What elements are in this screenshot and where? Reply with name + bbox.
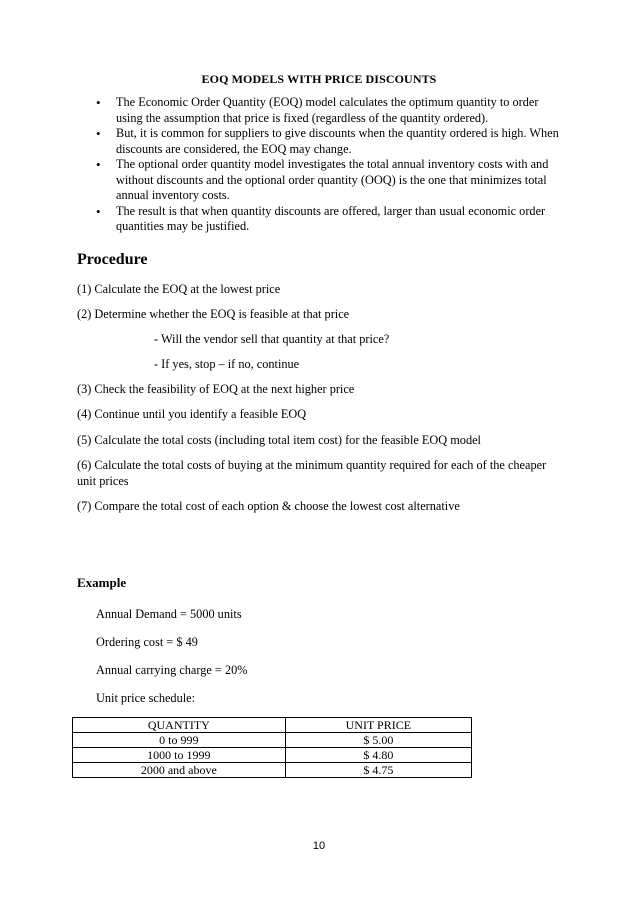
procedure-step: (6) Calculate the total costs of buying at the minimum quantity required for each of the cheaper unit prices (77, 458, 547, 488)
table-cell: 2000 and above (73, 763, 286, 778)
list-item (96, 157, 566, 204)
procedure-step: (1) Calculate the EOQ at the lowest price (77, 282, 281, 296)
column-header: UNIT PRICE (285, 718, 471, 733)
table-row (73, 733, 472, 748)
example-line: Unit price schedule: (96, 691, 196, 705)
bullet-list (96, 95, 566, 235)
price-schedule-table (72, 717, 472, 778)
page-title: EOQ MODELS WITH PRICE DISCOUNTS (201, 72, 437, 86)
procedure-step: (3) Check the feasibility of EOQ at the next higher price (77, 382, 355, 396)
list-item (96, 204, 566, 235)
procedure-substep: - If yes, stop – if no, continue (154, 357, 300, 371)
bullet-icon: • (96, 126, 101, 141)
table-cell: 0 to 999 (73, 733, 286, 748)
example-heading: Example (77, 575, 127, 590)
table-row (73, 748, 472, 763)
procedure-heading: Procedure (77, 251, 148, 268)
list-item (96, 95, 566, 126)
bullet-text: But, it is common for suppliers to give discounts when the quantity ordered is high. When discounts are considered, the EOQ may change. (116, 126, 559, 156)
table-row (73, 763, 472, 778)
bullet-icon: • (96, 157, 101, 172)
example-line: Annual Demand = 5000 units (96, 607, 242, 621)
bullet-icon: • (96, 203, 101, 219)
procedure-step: (2) Determine whether the EOQ is feasible at that price (77, 307, 350, 321)
bullet-text: The optional order quantity model investigates the total annual inventory costs with and without discounts and the optional order quantity (OOQ) is the one that minimizes total annual inventory costs. (116, 157, 549, 202)
bullet-text: The Economic Order Quantity (EOQ) model calculates the optimum quantity to order using the assumption that price is fixed (regardless of the quantity ordered). (116, 95, 539, 125)
column-header: QUANTITY (73, 718, 286, 733)
table-cell: 1000 to 1999 (73, 748, 286, 763)
page-number: 10 (312, 840, 326, 852)
procedure-step: (4) Continue until you identify a feasible EOQ (77, 407, 307, 421)
example-line: Ordering cost = $ 49 (96, 635, 198, 649)
table-header-row (73, 718, 472, 733)
table-cell: $ 4.75 (285, 763, 471, 778)
list-item (96, 126, 566, 157)
table-cell: $ 4.80 (285, 748, 471, 763)
bullet-icon: • (96, 95, 101, 110)
bullet-text: The result is that when quantity discounts are offered, larger than usual economic order quantities may be justified. (116, 203, 546, 233)
table-cell: $ 5.00 (285, 733, 471, 748)
procedure-step: (7) Compare the total cost of each option & choose the lowest cost alternative (77, 499, 460, 513)
procedure-substep: - Will the vendor sell that quantity at that price? (154, 332, 390, 346)
procedure-step: (5) Calculate the total costs (including total item cost) for the feasible EOQ model (77, 433, 481, 447)
example-line: Annual carrying charge = 20% (96, 663, 248, 677)
